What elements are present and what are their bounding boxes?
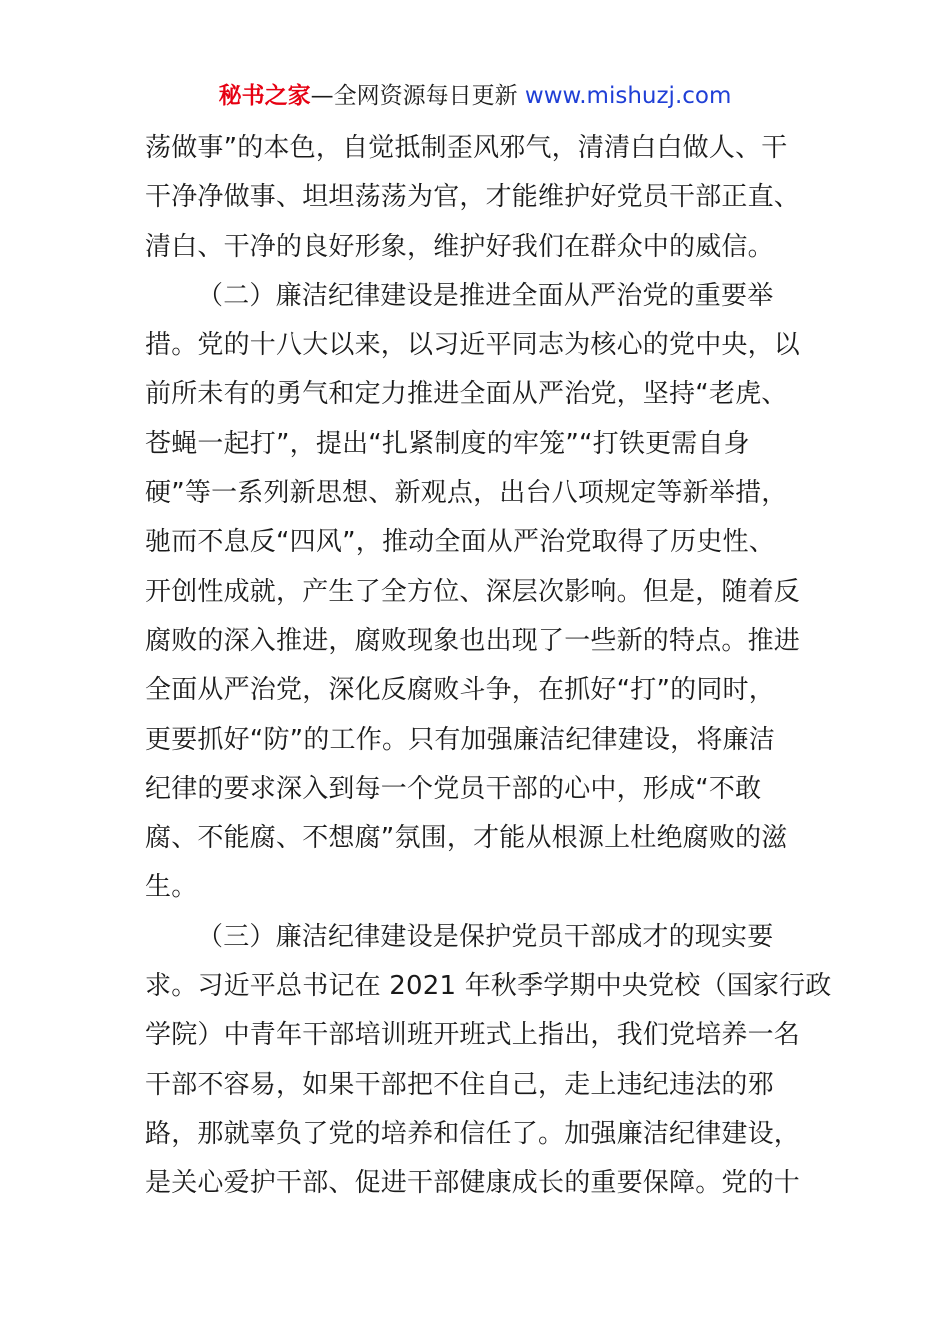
header-tagline: —全网资源每日更新 (310, 83, 525, 109)
text-line: 开创性成就，产生了全方位、深层次影响。但是，随着反 (145, 576, 801, 607)
text-line: 学院）中青年干部培训班开班式上指出，我们党培养一名 (145, 1020, 801, 1051)
text-line: 生。 (145, 872, 198, 903)
text-line: 硬”等一系列新思想、新观点，出台八项规定等新举措， (145, 478, 788, 509)
text-line: 纪律的要求深入到每一个党员干部的心中，形成“不敢 (145, 773, 762, 804)
section-heading-line: （三）廉洁纪律建设是保护党员干部成才的现实要 (197, 921, 774, 952)
text-line: 苍蝇一起打”，提出“扎紧制度的牢笼”“打铁更需自身 (145, 428, 750, 459)
text-line: 干净净做事、坦坦荡荡为官，才能维护好党员干部正直、 (145, 182, 801, 213)
text-line: 是关心爱护干部、促进干部健康成长的重要保障。党的十 (145, 1168, 801, 1199)
text-line: 腐、不能腐、不想腐”氛围，才能从根源上杜绝腐败的滋 (145, 823, 788, 854)
text-line: 驰而不息反“四风”，推动全面从严治党取得了历史性、 (145, 527, 775, 558)
text-line: 清白、干净的良好形象，维护好我们在群众中的威信。 (145, 231, 774, 262)
section-heading-line: （二）廉洁纪律建设是推进全面从严治党的重要举 (197, 280, 774, 311)
text-line: 求。习近平总书记在 2021 年秋季学期中央党校（国家行政 (145, 971, 832, 1002)
text-line: 荡做事”的本色，自觉抵制歪风邪气，清清白白做人、干 (145, 133, 788, 163)
text-line: 腐败的深入推进，腐败现象也出现了一些新的特点。推进 (145, 625, 801, 656)
text-line: 全面从严治党，深化反腐败斗争，在抓好“打”的同时， (145, 675, 775, 706)
site-url-link[interactable]: www.mishuzj.com (524, 83, 732, 109)
text-line: 更要抓好“防”的工作。只有加强廉洁纪律建设，将廉洁 (145, 724, 775, 755)
text-line: 前所未有的勇气和定力推进全面从严治党，坚持“老虎、 (145, 379, 788, 410)
page-header (0, 80, 950, 112)
document-body (145, 124, 832, 1209)
text-line: 路，那就辜负了党的培养和信任了。加强廉洁纪律建设， (145, 1118, 801, 1149)
brand-name: 秘书之家 (218, 83, 311, 109)
text-line: 干部不容易，如果干部把不住自己，走上违纪违法的邪 (145, 1069, 774, 1100)
text-line: 措。党的十八大以来，以习近平同志为核心的党中央，以 (145, 330, 801, 361)
